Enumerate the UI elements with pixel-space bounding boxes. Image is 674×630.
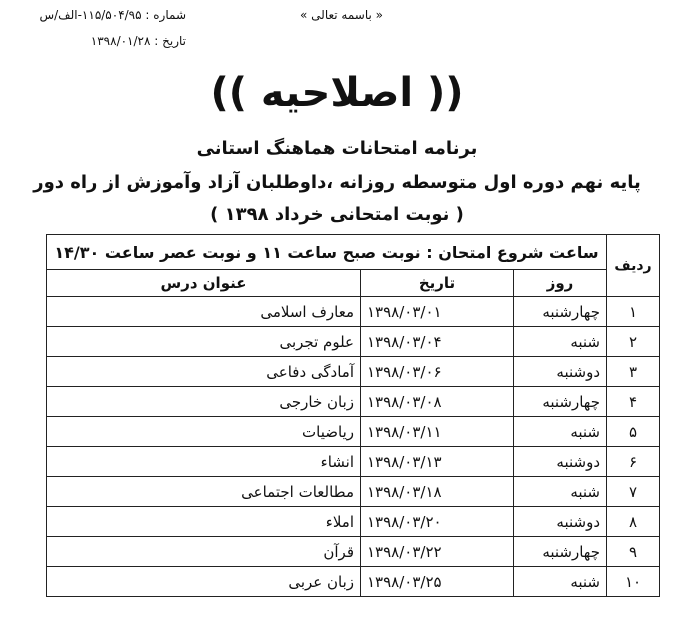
date-value: ۱۳۹۸/۰۱/۲۸ xyxy=(90,34,151,48)
subtitle-program: برنامه امتحانات هماهنگ استانی xyxy=(196,138,478,159)
row-number-header: ردیف xyxy=(607,235,660,297)
table-row xyxy=(47,477,660,507)
row-day: چهارشنبه xyxy=(514,537,607,567)
row-course: ریاضیات xyxy=(47,417,361,447)
row-date: ۱۳۹۸/۰۳/۲۲ xyxy=(361,537,514,567)
row-day: شنبه xyxy=(514,477,607,507)
row-date: ۱۳۹۸/۰۳/۱۱ xyxy=(361,417,514,447)
table-row xyxy=(47,567,660,597)
table-row xyxy=(47,387,660,417)
row-course: آمادگی دفاعی xyxy=(47,357,361,387)
row-number: ۶ xyxy=(607,447,660,477)
row-course: انشاء xyxy=(47,447,361,477)
row-number: ۷ xyxy=(607,477,660,507)
start-time-header: ساعت شروع امتحان : نوبت صبح ساعت ۱۱ و نوبت عصر ساعت ۱۴/۳۰ xyxy=(47,235,607,270)
row-day: شنبه xyxy=(514,567,607,597)
row-number: ۹ xyxy=(607,537,660,567)
number-value: ۱۱۵/۵۰۴/۹۵-الف/س xyxy=(39,8,142,22)
row-number: ۳ xyxy=(607,357,660,387)
row-number: ۴ xyxy=(607,387,660,417)
row-date: ۱۳۹۸/۰۳/۱۸ xyxy=(361,477,514,507)
row-date: ۱۳۹۸/۰۳/۱۳ xyxy=(361,447,514,477)
date-column-header: تاریخ xyxy=(361,270,514,297)
row-day: چهارشنبه xyxy=(514,297,607,327)
row-day: شنبه xyxy=(514,327,607,357)
table-row xyxy=(47,417,660,447)
row-date: ۱۳۹۸/۰۳/۲۰ xyxy=(361,507,514,537)
row-day: دوشنبه xyxy=(514,357,607,387)
row-course: املاء xyxy=(47,507,361,537)
row-course: قرآن xyxy=(47,537,361,567)
row-day: دوشنبه xyxy=(514,507,607,537)
row-date: ۱۳۹۸/۰۳/۰۱ xyxy=(361,297,514,327)
table-row xyxy=(47,507,660,537)
number-label: شماره : xyxy=(145,8,186,22)
table-row xyxy=(47,327,660,357)
date-label: تاریخ : xyxy=(154,34,186,48)
row-day: چهارشنبه xyxy=(514,387,607,417)
table-row xyxy=(47,357,660,387)
row-number: ۸ xyxy=(607,507,660,537)
row-course: مطالعات اجتماعی xyxy=(47,477,361,507)
row-course: زبان خارجی xyxy=(47,387,361,417)
row-number: ۵ xyxy=(607,417,660,447)
subtitle-session: ( نوبت امتحانی خرداد ۱۳۹۸ ) xyxy=(210,204,464,225)
document-date xyxy=(91,34,186,48)
row-number: ۱ xyxy=(607,297,660,327)
row-course: زبان عربی xyxy=(47,567,361,597)
row-date: ۱۳۹۸/۰۳/۰۶ xyxy=(361,357,514,387)
day-column-header: روز xyxy=(514,270,607,297)
course-column-header: عنوان درس xyxy=(47,270,361,297)
row-course: علوم تجربی xyxy=(47,327,361,357)
document-number xyxy=(39,8,186,22)
invocation-text: « باسمه تعالی » xyxy=(300,8,383,22)
row-number: ۲ xyxy=(607,327,660,357)
table-row xyxy=(47,297,660,327)
row-day: شنبه xyxy=(514,417,607,447)
row-date: ۱۳۹۸/۰۳/۲۵ xyxy=(361,567,514,597)
row-number: ۱۰ xyxy=(607,567,660,597)
row-course: معارف اسلامی xyxy=(47,297,361,327)
row-date: ۱۳۹۸/۰۳/۰۴ xyxy=(361,327,514,357)
page-title: (( اصلاحیه )) xyxy=(210,70,464,116)
exam-schedule-table xyxy=(46,234,660,597)
table-row xyxy=(47,537,660,567)
subtitle-grade: پایه نهم دوره اول متوسطه روزانه ،داوطلبان آزاد وآموزش از راه دور xyxy=(33,172,641,193)
row-day: دوشنبه xyxy=(514,447,607,477)
table-row xyxy=(47,447,660,477)
row-date: ۱۳۹۸/۰۳/۰۸ xyxy=(361,387,514,417)
